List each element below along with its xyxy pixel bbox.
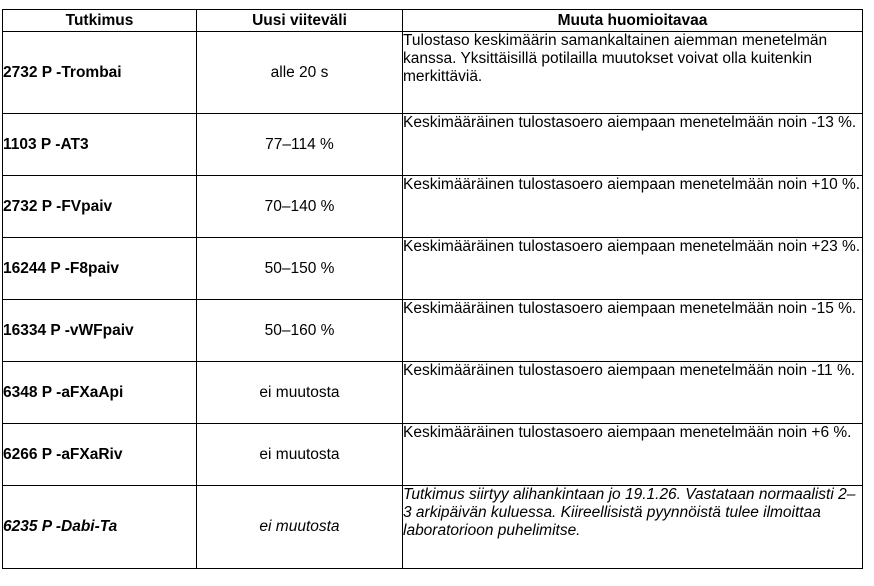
reference-range-cell: alle 20 s: [197, 32, 403, 114]
note-cell: Keskimääräinen tulostasoero aiempaan menetelmään noin +23 %.: [403, 238, 863, 300]
note-cell: Keskimääräinen tulostasoero aiempaan menetelmään noin +10 %.: [403, 176, 863, 238]
reference-range-cell: ei muutosta: [197, 362, 403, 424]
header-test: Tutkimus: [3, 10, 197, 32]
table-row: [3, 424, 863, 486]
note-cell: Keskimääräinen tulostasoero aiempaan menetelmään noin -13 %.: [403, 114, 863, 176]
table-row: [3, 176, 863, 238]
table-row: [3, 238, 863, 300]
reference-range-cell: 50–160 %: [197, 300, 403, 362]
table-row: [3, 486, 863, 569]
note-cell: Tutkimus siirtyy alihankintaan jo 19.1.26. Vastataan normaalisti 2–3 arkipäivän kuluessa. Kiireellisistä pyynnöistä tulee ilmoittaa laboratorioon puhelimitse.: [403, 486, 863, 569]
header-new-range: Uusi viiteväli: [197, 10, 403, 32]
test-name-cell: 2732 P -FVpaiv: [3, 176, 197, 238]
test-name-cell: 2732 P -Trombai: [3, 32, 197, 114]
table-row: [3, 300, 863, 362]
reference-range-cell: 77–114 %: [197, 114, 403, 176]
test-name-cell: 16244 P -F8paiv: [3, 238, 197, 300]
table-row: [3, 32, 863, 114]
test-name-cell: 1103 P -AT3: [3, 114, 197, 176]
note-cell: Tulostaso keskimäärin samankaltainen aiemman menetelmän kanssa. Yksittäisillä potilailla muutokset voivat olla kuitenkin merkittäviä.: [403, 32, 863, 114]
test-name-cell: 6235 P -Dabi-Ta: [3, 486, 197, 569]
table-row: [3, 362, 863, 424]
reference-range-cell: 50–150 %: [197, 238, 403, 300]
header-row: [3, 10, 863, 32]
test-name-cell: 16334 P -vWFpaiv: [3, 300, 197, 362]
reference-range-table: [2, 9, 863, 569]
table-row: [3, 114, 863, 176]
note-cell: Keskimääräinen tulostasoero aiempaan menetelmään noin -11 %.: [403, 362, 863, 424]
reference-range-cell: ei muutosta: [197, 486, 403, 569]
test-name-cell: 6266 P -aFXaRiv: [3, 424, 197, 486]
note-cell: Keskimääräinen tulostasoero aiempaan menetelmään noin +6 %.: [403, 424, 863, 486]
reference-range-cell: ei muutosta: [197, 424, 403, 486]
test-name-cell: 6348 P -aFXaApi: [3, 362, 197, 424]
note-cell: Keskimääräinen tulostasoero aiempaan menetelmään noin -15 %.: [403, 300, 863, 362]
header-notes: Muuta huomioitavaa: [403, 10, 863, 32]
reference-range-cell: 70–140 %: [197, 176, 403, 238]
